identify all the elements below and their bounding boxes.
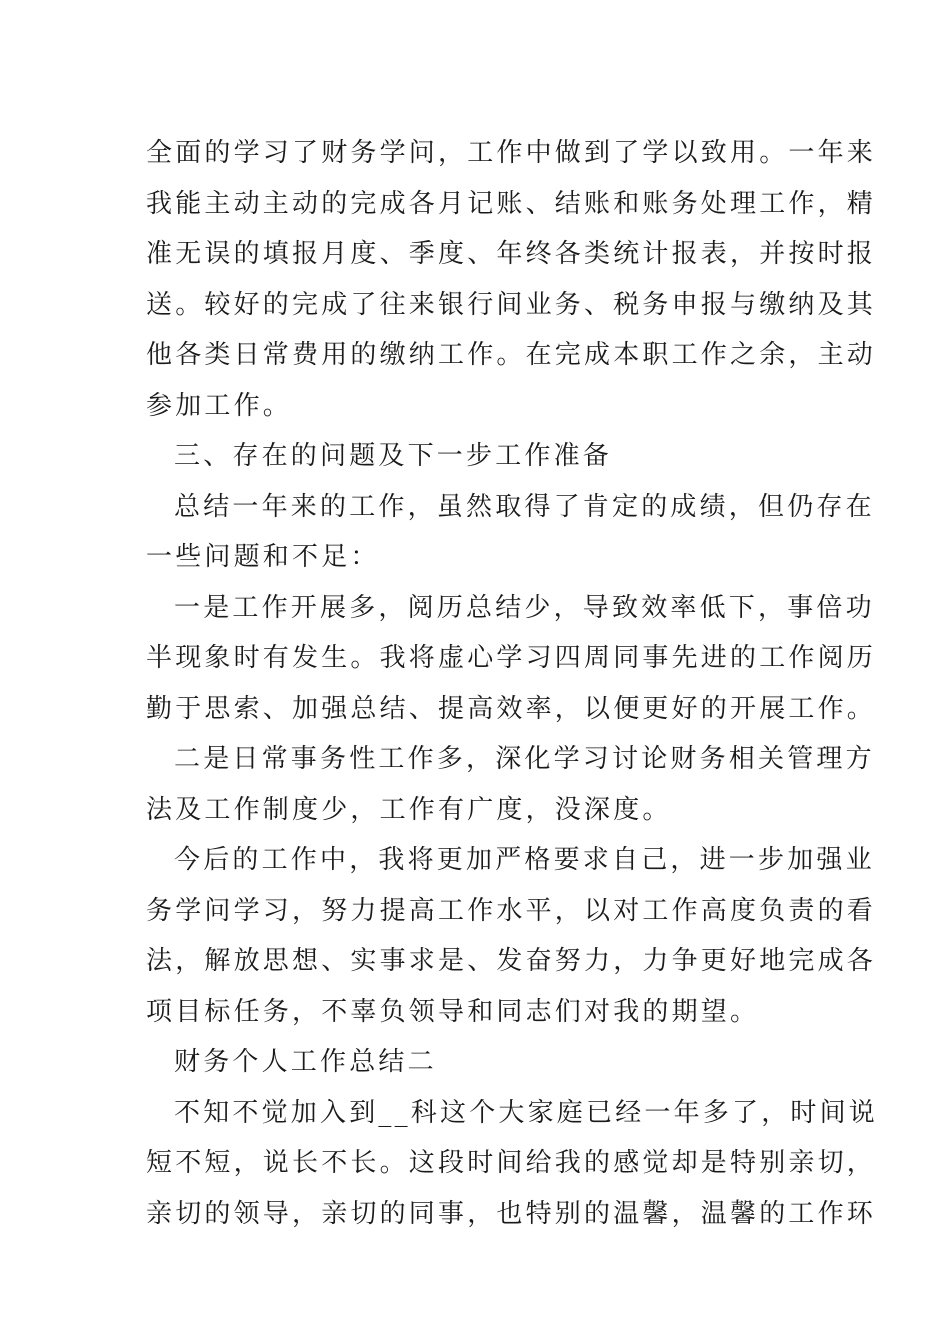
text-line: 勤于思索、加强总结、提高效率，以便更好的开展工作。 xyxy=(146,693,877,724)
text-line: 总结一年来的工作，虽然取得了肯定的成绩，但仍存在 xyxy=(174,491,875,522)
text-line: 全面的学习了财务学问，工作中做到了学以致用。一年来 xyxy=(146,138,877,168)
text-line: 项目标任务，不辜负领导和同志们对我的期望。 xyxy=(146,996,760,1027)
text-line: 一些问题和不足： xyxy=(146,542,380,572)
section-heading: 财务个人工作总结二 xyxy=(174,1047,437,1077)
text-line: 不知不觉加入到__科这个大家庭已经一年多了，时间说 xyxy=(174,1097,879,1128)
text-line: 半现象时有发生。我将虚心学习四周同事先进的工作阅历 xyxy=(146,643,877,673)
document-body xyxy=(146,128,879,1239)
text-line: 法，解放思想、实事求是、发奋努力，力争更好地完成各 xyxy=(146,946,877,976)
text-line: 法及工作制度少，工作有广度，没深度。 xyxy=(146,794,672,825)
text-line: 送。较好的完成了往来银行间业务、税务申报与缴纳及其 xyxy=(146,289,877,320)
text-line: 一是工作开展多，阅历总结少，导致效率低下，事倍功 xyxy=(174,592,875,623)
text-line: 务学问学习，努力提高工作水平，以对工作高度负责的看 xyxy=(146,895,877,926)
text-line: 二是日常事务性工作多，深化学习讨论财务相关管理方 xyxy=(174,744,875,774)
text-line: 我能主动主动的完成各月记账、结账和账务处理工作，精 xyxy=(146,188,877,219)
section-heading: 三、存在的问题及下一步工作准备 xyxy=(174,441,613,471)
text-line: 短不短，说长不长。这段时间给我的感觉却是特别亲切， xyxy=(146,1148,877,1178)
text-line: 亲切的领导，亲切的同事，也特别的温馨，温馨的工作环 xyxy=(146,1198,877,1229)
text-line: 参加工作。 xyxy=(146,390,293,421)
text-line: 准无误的填报月度、季度、年终各类统计报表，并按时报 xyxy=(146,239,877,269)
text-line: 今后的工作中，我将更加严格要求自己，进一步加强业 xyxy=(174,845,875,875)
text-line: 他各类日常费用的缴纳工作。在完成本职工作之余，主动 xyxy=(146,340,877,370)
